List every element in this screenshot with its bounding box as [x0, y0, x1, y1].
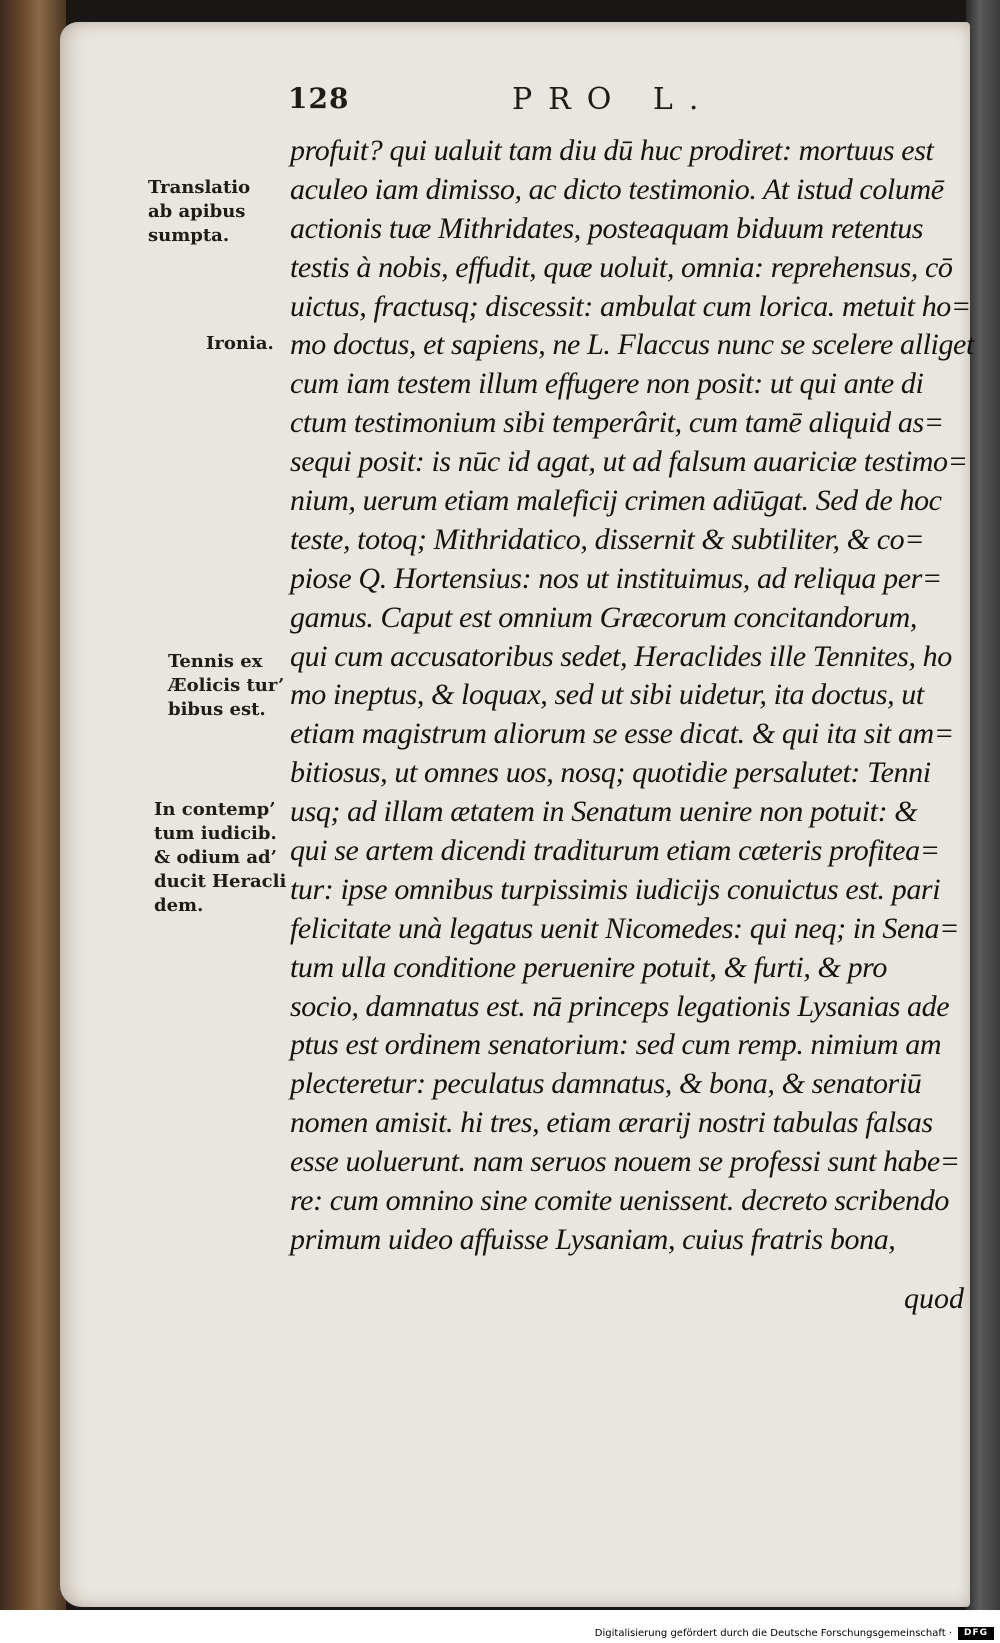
text-line: etiam magistrum aliorum se esse dicat. & qui ita sit am=	[290, 717, 954, 751]
text-line: uictus, fractusq; discessit: ambulat cum lorica. metuit ho=	[290, 289, 971, 323]
margin-note-line: ab apibus	[148, 201, 246, 222]
text-line: ptus est ordinem senatorium: sed cum remp. nimium am	[290, 1028, 942, 1062]
text-line: qui cum accusatoribus sedet, Heraclides ille Tennites, ho	[290, 639, 952, 673]
margin-note-line: dem.	[154, 895, 204, 916]
margin-note-line: ducit Heracli	[154, 871, 287, 892]
page-number: 128	[288, 82, 350, 115]
margin-note-contemptum	[154, 798, 299, 918]
text-line: felicitate unà legatus uenit Nicomedes: qui neq; in Sena=	[290, 911, 959, 945]
margin-note-line: Ironia.	[206, 333, 274, 354]
text-line: usq; ad illam ætatem in Senatum uenire non potuit: &	[290, 795, 918, 829]
text-line: tum ulla conditione peruenire potuit, & furti, & pro	[290, 950, 887, 984]
text-line: primum uideo affuisse Lysaniam, cuius fratris bona,	[290, 1222, 896, 1256]
text-line: cum iam testem illum effugere non posit: ut qui ante di	[290, 367, 924, 401]
margin-note-line: bibus est.	[168, 699, 266, 720]
digitization-footer	[0, 1626, 1000, 1643]
text-line: actionis tuæ Mithridates, posteaquam biduum retentus	[290, 211, 924, 245]
text-line: sequi posit: is nūc id agat, ut ad falsum auariciæ testimo=	[290, 445, 968, 479]
margin-note-line: sumpta.	[148, 225, 230, 246]
text-line: teste, totoq; Mithridatico, dissernit & subtiliter, & co=	[290, 522, 925, 556]
margin-note-line: In contemp’	[154, 799, 276, 820]
text-line: qui se artem dicendi traditurum etiam cæteris profitea=	[290, 834, 940, 868]
text-line: plecteretur: peculatus damnatus, & bona, & senatoriū	[290, 1067, 922, 1101]
text-line: mo doctus, et sapiens, ne L. Flaccus nunc se scelere alliget	[290, 328, 974, 362]
right-page-edge	[966, 0, 1000, 1610]
catchword: quod	[904, 1282, 964, 1315]
dfg-logo: DFG	[958, 1627, 994, 1640]
text-line: esse uoluerunt. nam seruos nouem se professi sunt habe=	[290, 1145, 960, 1179]
text-line: re: cum omnino sine comite uenissent. decreto scribendo	[290, 1184, 949, 1218]
text-line: nium, uerum etiam maleficij crimen adiūgat. Sed de hoc	[290, 484, 942, 518]
margin-note-line: tum iudicib.	[154, 823, 277, 844]
margin-note-line: Æolicis tur’	[168, 675, 285, 696]
text-line: aculeo iam dimisso, ac dicto testimonio. At istud columē	[290, 172, 944, 206]
text-line: tur: ipse omnibus turpissimis iudicijs conuictus est. pari	[290, 872, 941, 906]
page-header	[0, 82, 1000, 122]
text-line: mo ineptus, & loquax, sed ut sibi uidetur, ita doctus, ut	[290, 678, 924, 712]
margin-note-line: Translatio	[148, 177, 251, 198]
text-line: profuit? qui ualuit tam diu dū huc prodiret: mortuus est	[290, 134, 934, 167]
text-line: gamus. Caput est omnium Græcorum concitandorum,	[290, 600, 918, 634]
text-line: socio, damnatus est. nā princeps legationis Lysanias ade	[290, 989, 950, 1023]
text-line: ctum testimonium sibi temperârit, cum tamē aliquid as=	[290, 406, 944, 440]
book-spine-edge	[0, 0, 66, 1610]
text-line: nomen amisit. hi tres, etiam ærarij nostri tabulas falsas	[290, 1106, 933, 1140]
text-line: bitiosus, ut omnes uos, nosq; quotidie persalutet: Tenni	[290, 756, 931, 790]
text-line: piose Q. Hortensius: nos ut instituimus, ad reliqua per=	[290, 561, 942, 595]
text-line: testis à nobis, effudit, quæ uoluit, omnia: reprehensus, cō	[290, 250, 953, 284]
margin-note-line: Tennis ex	[168, 651, 263, 672]
body-text	[290, 132, 974, 1260]
running-title: PRO L.	[512, 82, 715, 117]
funding-credit: Digitalisierung gefördert durch die Deutsche Forschungsgemeinschaft ·	[594, 1628, 952, 1639]
margin-note-line: & odium ad’	[154, 847, 277, 868]
margin-note-translatio	[148, 176, 293, 248]
